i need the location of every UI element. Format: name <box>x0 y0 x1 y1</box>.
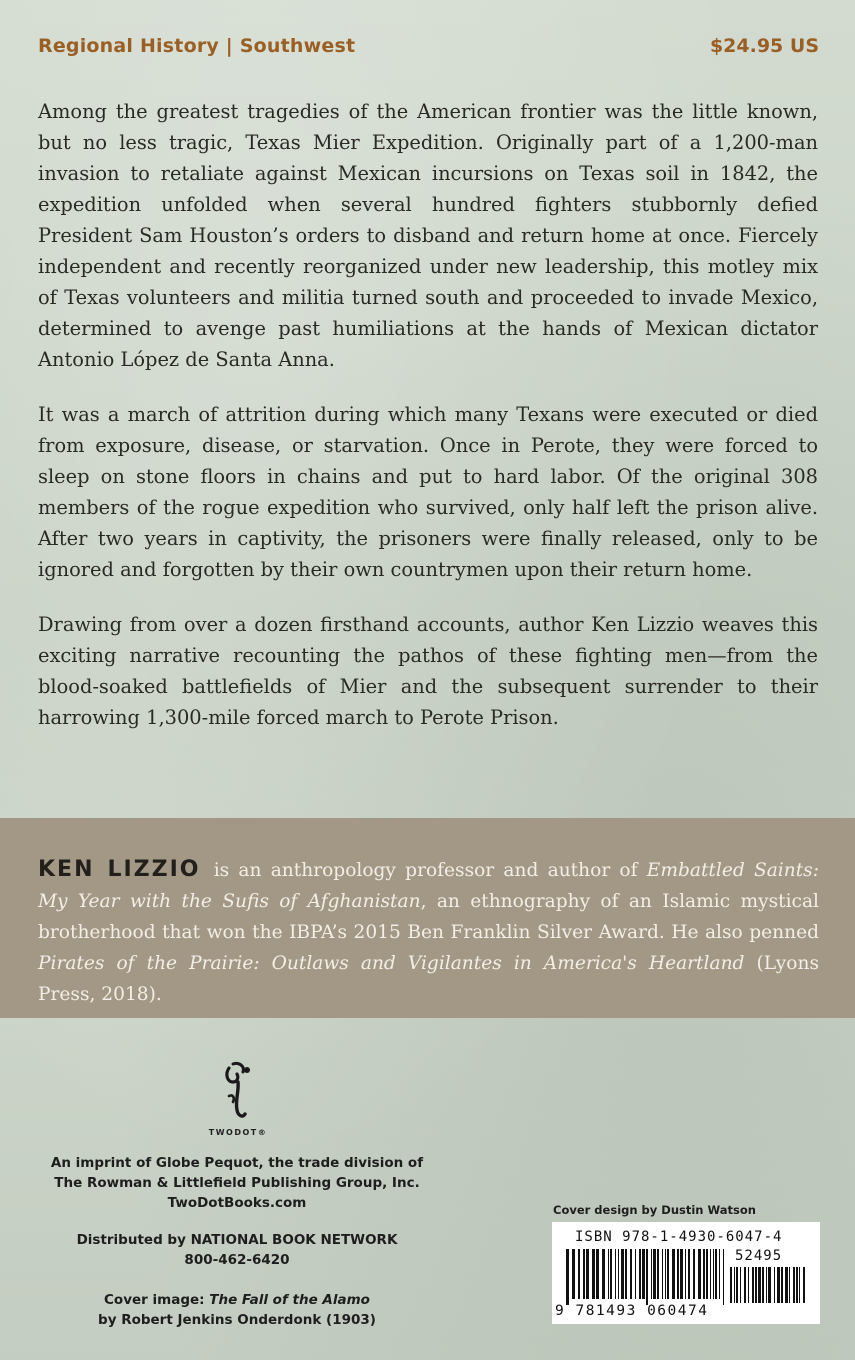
barcode-bar <box>592 1249 595 1299</box>
barcode-bar <box>651 1249 652 1299</box>
barcode-bar <box>646 1249 648 1305</box>
barcode-bar <box>803 1267 805 1303</box>
distributor-line: Distributed by NATIONAL BOOK NETWORK <box>76 1232 398 1248</box>
barcode-bar <box>774 1267 775 1303</box>
barcode-bar <box>657 1249 659 1299</box>
barcode-bar <box>715 1249 717 1299</box>
barcode-bar <box>793 1267 795 1303</box>
barcode-bar <box>615 1249 616 1299</box>
barcode-bar <box>740 1267 741 1303</box>
cover-image-credit <box>2 1290 472 1330</box>
addon-barcode-bars <box>730 1267 806 1303</box>
barcode-bar <box>719 1249 720 1299</box>
price-label: $24.95 US <box>709 35 819 57</box>
blurb-paragraph: It was a march of attrition during which many Texans were executed or died from exposure, disease, or starvation. Once in Perote, they were forced to sleep on stone floors in chains and put to hard labor. Of the original 308 members of the rogue expedition who survived, only half left the prison alive. After two years in captivity, the prisoners were finally released, only to be ignored and forgotten by their own countrymen upon their return home. <box>38 403 818 581</box>
book-title: Embattled Saints: My Year with the Sufis of Afghanistan <box>38 860 819 912</box>
cover-design-credit: Cover design by Dustin Watson <box>553 1203 756 1217</box>
barcode-bar <box>672 1249 675 1299</box>
barcode-bar <box>677 1249 679 1299</box>
barcode-bar <box>566 1249 569 1305</box>
publisher-logo <box>198 1060 278 1137</box>
barcode-bar <box>777 1267 780 1303</box>
barcode-bar <box>621 1249 624 1299</box>
cover-image-label: Cover image: <box>104 1292 205 1308</box>
barcode-bar <box>665 1249 666 1299</box>
barcode-bar <box>758 1267 761 1303</box>
imprint-line: An imprint of Globe Pequot, the trade division of <box>50 1155 424 1171</box>
barcode-bar <box>748 1267 749 1303</box>
category-label: Regional History | Southwest <box>38 35 356 57</box>
barcode-bar <box>688 1249 690 1299</box>
barcode-bar <box>635 1249 636 1299</box>
barcode-bar <box>680 1249 683 1299</box>
barcode-bar <box>639 1249 641 1299</box>
barcode-bar <box>766 1267 767 1303</box>
book-title: Pirates of the Prairie: Outlaws and Vigilantes in America's Heartland <box>38 953 745 974</box>
blurb-paragraph: Among the greatest tragedies of the American frontier was the little known, but no less tragic, Texas Mier Expedition. Originally part of a 1,200-man invasion to retaliate against Mexican incursions on Texas soil in 1842, the expedition unfolded when several hundred fighters stubbornly defied President Sam Houston’s orders to disband and return home at once. Fiercely independent and recently reorganized under new leadership, this motley mix of Texas volunteers and militia turned south and proceeded to invade Mexico, determined to avenge past humiliations at the hands of Mexican dictator Antonio López de Santa Anna. <box>38 100 818 371</box>
publisher-website: TwoDotBooks.com <box>167 1195 307 1211</box>
ean-barcode-bars <box>566 1249 726 1305</box>
description-blurb <box>38 96 818 757</box>
cover-image-title: The Fall of the Alamo <box>209 1292 370 1308</box>
author-name: KEN LIZZIO <box>38 857 201 882</box>
distributor-phone: 800-462-6420 <box>184 1252 290 1268</box>
barcode-bar <box>755 1267 757 1303</box>
barcode-bar <box>703 1249 705 1299</box>
barcode-bar <box>762 1267 764 1303</box>
barcode-bar <box>789 1267 790 1303</box>
barcode-bar <box>583 1249 585 1299</box>
barcode-bar <box>602 1249 605 1299</box>
barcode-bar <box>730 1267 732 1303</box>
barcode-bar <box>713 1249 714 1299</box>
barcode-bar <box>667 1249 669 1299</box>
bio-text: is an anthropology professor and author of <box>213 860 638 881</box>
cover-image-artist: by Robert Jenkins Onderdonk (1903) <box>98 1312 376 1328</box>
barcode-bar <box>662 1249 663 1299</box>
price-addon-number: 52495 <box>735 1248 783 1264</box>
barcode-bar <box>736 1267 738 1303</box>
ean-digits: 9 781493 060474 <box>555 1303 709 1319</box>
barcode-bar <box>572 1249 575 1299</box>
barcode-bar <box>723 1249 724 1305</box>
logo-wordmark: TWODOT® <box>208 1128 268 1137</box>
barcode-bar <box>618 1249 619 1299</box>
barcode-bar <box>693 1249 695 1299</box>
distribution-info <box>2 1230 472 1270</box>
barcode-bar <box>752 1267 754 1303</box>
barcode-bar <box>799 1267 800 1303</box>
barcode-bar <box>781 1267 783 1303</box>
twodot-logo-icon <box>221 1060 255 1126</box>
author-bio <box>38 854 819 1010</box>
barcode-bar <box>610 1249 612 1299</box>
barcode-bar <box>785 1267 788 1303</box>
barcode-bar <box>734 1267 735 1303</box>
barcode-bar <box>796 1267 798 1303</box>
barcode-bar <box>578 1249 580 1299</box>
barcode-bar <box>768 1267 771 1303</box>
barcode-bar <box>698 1249 701 1299</box>
barcode-bar <box>608 1249 609 1299</box>
blurb-paragraph: Drawing from over a dozen firsthand accounts, author Ken Lizzio weaves this exciting narrative recounting the pathos of these fighting men—from the blood-soaked battlefields of Mier and the subsequent surrender to their harrowing 1,300-mile forced march to Perote Prison. <box>38 613 818 729</box>
barcode-bar <box>625 1249 627 1299</box>
barcode-bar <box>653 1249 656 1299</box>
isbn-barcode <box>552 1222 820 1324</box>
barcode-bar <box>685 1249 686 1299</box>
bio-text: (Lyons Press, 2018). <box>38 953 819 1005</box>
barcode-bar <box>706 1249 708 1299</box>
bio-text: , an ethnography of an Islamic mystical brotherhood that won the IBPA’s 2015 Ben Franklin Silver Award. He also penned <box>38 891 820 943</box>
barcode-bar <box>586 1249 589 1299</box>
isbn-number: ISBN 978-1-4930-6047-4 <box>575 1229 783 1245</box>
barcode-bar <box>642 1249 645 1299</box>
imprint-line: The Rowman & Littlefield Publishing Group, Inc. <box>54 1175 420 1191</box>
barcode-bar <box>744 1267 746 1303</box>
imprint-info <box>2 1153 472 1213</box>
barcode-bar <box>710 1249 711 1299</box>
barcode-bar <box>596 1249 599 1299</box>
barcode-bar <box>630 1249 632 1299</box>
